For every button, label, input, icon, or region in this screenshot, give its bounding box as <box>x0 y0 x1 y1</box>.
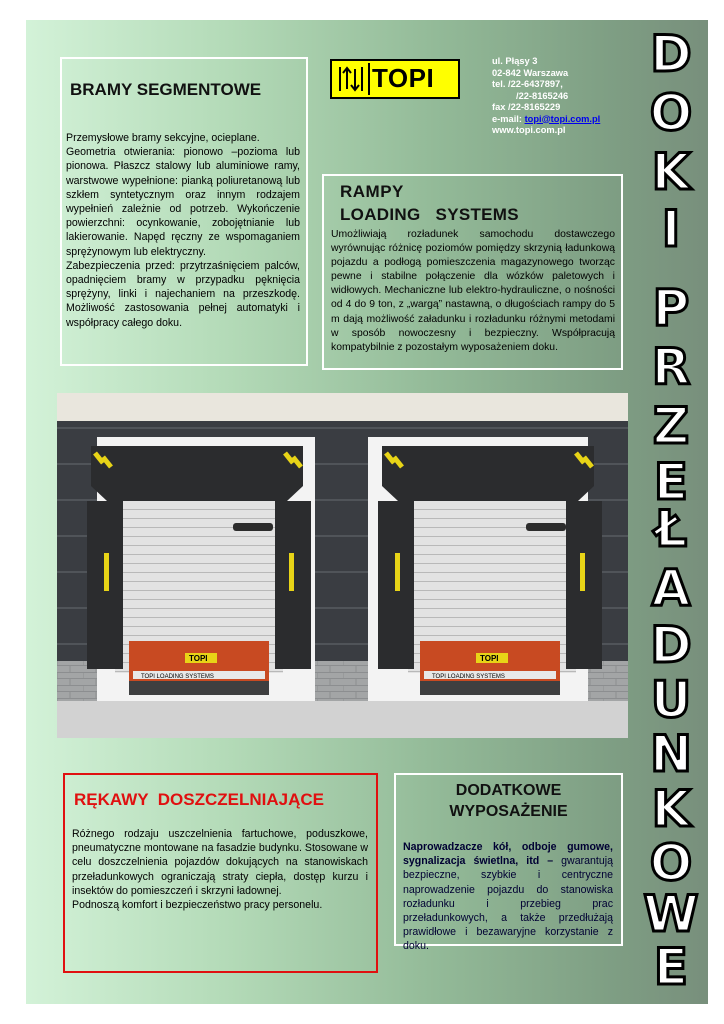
dodatkowe-lead: Naprowadzacze kół, odboje gumowe, sygnalizacja świetlna, itd – <box>403 841 613 868</box>
section-dodatkowe-title-1: DODATKOWE <box>455 782 562 799</box>
dock-arrows-icon <box>334 63 370 95</box>
title-letter: Z <box>652 397 690 455</box>
title-letter: A <box>651 559 691 617</box>
title-letter: O <box>649 834 693 892</box>
contact-city: 02-842 Warszawa <box>492 67 569 78</box>
contact-email-row <box>492 114 600 126</box>
title-letter: Ł <box>654 500 688 558</box>
title-letter: D <box>650 25 692 83</box>
title-letter: N <box>650 725 692 783</box>
ramp-label: TOPI <box>480 654 499 663</box>
dock-right <box>368 437 602 701</box>
paragraph: Podnoszą komfort i bezpieczeństwo pracy personelu. <box>72 899 323 912</box>
bumper-label: TOPI LOADING SYSTEMS <box>141 674 214 680</box>
title-letter: E <box>653 938 689 996</box>
title-letter: E <box>653 453 689 511</box>
ramp-label: TOPI <box>189 654 208 663</box>
title-letter: K <box>651 780 691 838</box>
contact-fax: fax /22-8165229 <box>492 102 561 112</box>
paragraph: Przemysłowe bramy sekcyjne, ocieplane. <box>66 132 260 144</box>
bumper-label: TOPI LOADING SYSTEMS <box>432 674 505 680</box>
section-dodatkowe-text <box>403 840 613 954</box>
paragraph: Zabezpieczenia przed: przytrzaśnięciem palców, opadnięciem bramy w przypadku pęknięcia sprężyny, linki i najechaniem na przeszkodę. Możliwość zastosowania pełnej automatyki i współpracy całego doku. <box>66 259 300 329</box>
contact-tel: tel. /22-6437897, <box>492 79 563 89</box>
dock-left <box>87 437 315 701</box>
dock-photo <box>57 393 628 738</box>
title-letter: P <box>652 279 690 337</box>
title-letter: O <box>649 84 693 142</box>
dodatkowe-body: gwarantują bezpieczne, szybkie i centryczne naprowadzenie pojazdu do stanowiska rozładunku i przebieg prac przeładunkowych, a także przedłużają prawidłowe i bezawaryjne korzystanie z doku. <box>403 855 613 953</box>
section-bramy-title: BRAMY SEGMENTOWE <box>70 80 262 99</box>
contact-street: ul. Płąsy 3 <box>492 56 538 66</box>
section-rekawy-text <box>72 827 368 912</box>
email-label: e-mail: <box>492 113 522 124</box>
contact-www[interactable]: www.topi.com.pl <box>492 125 566 135</box>
section-rampy-text: Umożliwiają rozładunek samochodu dostawczego wyrównując różnicę poziomów pomiędzy skrzynią ładunkową pojazdu a podłogą pomieszczenia magazynowego tworząc pewne i stabilne połączenie dla wózków paletowych i widłowych. Mechaniczne lub elektro-hydrauliczne, o nośności od 4 do 9 ton, z „wargą” nastawną, o długościach rampy do 5 m dają możliwość załadunku i rozładunku różnymi metodami w sposób nowoczesny i bezpieczny. Współpracują kompatybilnie z pozostałym wyposażeniem doku. <box>331 229 615 353</box>
title-letter: I <box>661 200 681 258</box>
section-rekawy-title: RĘKAWY DOSZCZELNIAJĄCE <box>74 790 324 809</box>
topi-logo <box>330 59 460 99</box>
title-letter: R <box>651 338 691 396</box>
contact-block <box>492 56 600 137</box>
section-rampy-title-1: RAMPY <box>340 182 404 201</box>
contact-tel2: /22-8165246 <box>516 90 569 101</box>
logo-text: TOPI <box>372 63 435 93</box>
paragraph: Różnego rodzaju uszczelnienia fartuchowe, poduszkowe, pneumatyczne montowane na fasadzie budynku. Stosowane w celu doszczelnienia pojazdów dokujących na stanowiskach przeładunkowych ograniczają straty ciepła, dostęp kurzu i insektów do pomieszczeń i skrzyni ładownej. <box>72 828 368 897</box>
title-letter: W <box>643 885 699 943</box>
paragraph: Geometria otwierania: pionowo –pozioma lub pionowa. Płaszcz stalowy lub aluminiowe ramy, warstwowe wypełnione: pianką poliuretanową lub szkłem syntetycznym oraz innym rodzajem wypełnień zależnie od potrzeb. Wykończenie powierzchni: ocynkowanie, zobojętnianie lub lakierowanie. Napęd ręczny ze wspomaganiem sprężynowym lub elektryczny. <box>66 146 300 258</box>
title-letter: D <box>650 616 692 674</box>
title-letter: K <box>651 143 691 201</box>
section-rampy-title-2: LOADING SYSTEMS <box>340 205 519 224</box>
title-letter: U <box>650 671 692 729</box>
email-link[interactable]: topi@topi.com.pl <box>524 113 601 124</box>
section-dodatkowe-title-2: WYPOSAŻENIE <box>449 803 568 820</box>
section-bramy-text <box>66 131 300 330</box>
